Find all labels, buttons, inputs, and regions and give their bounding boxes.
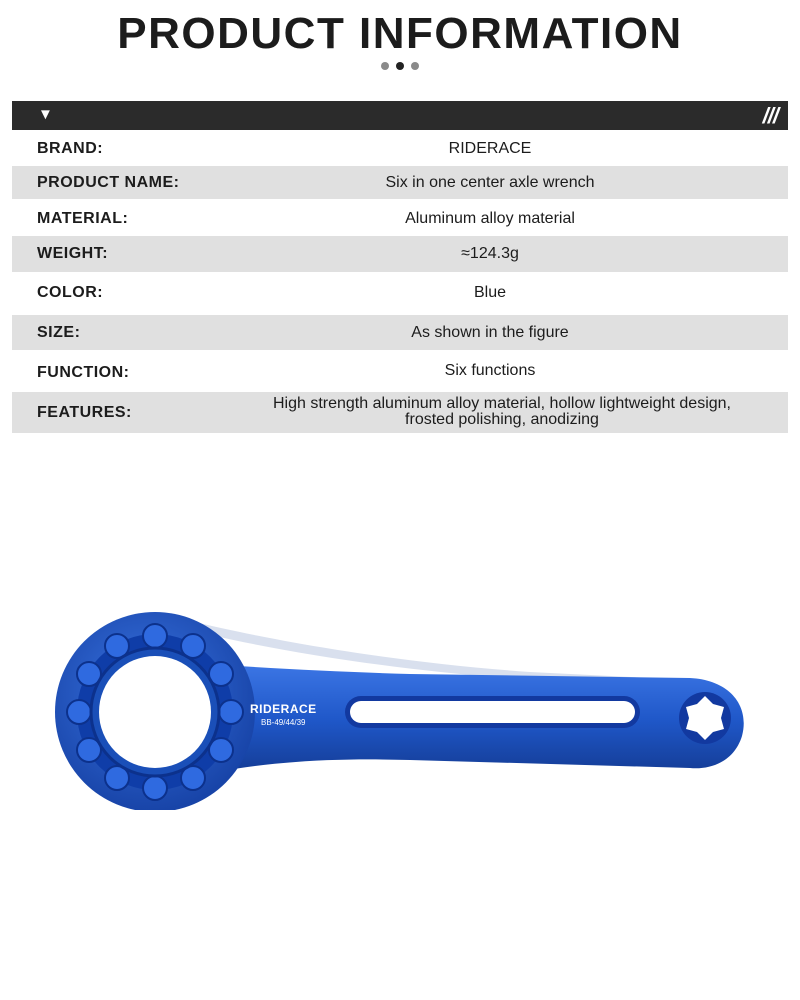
spec-value: As shown in the figure	[411, 323, 569, 341]
wrench-model-mark: BB-49/44/39	[261, 718, 306, 727]
spec-label: FEATURES:	[37, 403, 132, 421]
spec-value-line: High strength aluminum alloy material, hollow lightweight design,	[272, 394, 731, 412]
triangle-down-icon: ▼	[38, 106, 53, 123]
page-title: PRODUCT INFORMATION	[117, 9, 683, 58]
slashes-decoration: ///	[762, 103, 778, 128]
carousel-dots	[0, 62, 800, 70]
spec-value: Six in one center axle wrench	[385, 173, 595, 191]
spec-row-features	[12, 392, 788, 433]
spec-value: RIDERACE	[448, 139, 532, 157]
spec-value: Blue	[473, 284, 507, 301]
spec-row-brand	[12, 132, 788, 165]
spec-value-multiline	[162, 396, 800, 428]
spec-label: PRODUCT NAME:	[37, 173, 180, 191]
spec-label: SIZE:	[37, 323, 81, 341]
wrench-star-socket	[679, 692, 731, 744]
spec-value-line: frosted polishing, anodizing	[405, 410, 599, 428]
spec-label: COLOR:	[37, 284, 104, 301]
wrench-product-image	[50, 610, 750, 810]
wrench-brand-mark: RIDERACE	[250, 702, 317, 716]
carousel-dot[interactable]	[381, 62, 389, 70]
spec-label: MATERIAL:	[37, 209, 129, 227]
spec-row-product-name	[12, 166, 788, 199]
spec-label: WEIGHT:	[37, 245, 109, 262]
spec-value: Aluminum alloy material	[405, 209, 575, 227]
spec-row-size	[12, 315, 788, 350]
spec-row-weight	[12, 236, 788, 272]
spec-row-function	[12, 354, 788, 392]
spec-label: BRAND:	[37, 139, 104, 157]
spec-row-color	[12, 274, 788, 312]
carousel-dot[interactable]	[411, 62, 419, 70]
spec-label: FUNCTION:	[37, 364, 130, 381]
carousel-dot-active[interactable]	[396, 62, 404, 70]
spec-row-material	[12, 201, 788, 236]
spec-header-bar	[12, 101, 788, 130]
spec-value: Six functions	[444, 362, 536, 379]
spec-value: ≈124.3g	[461, 245, 519, 262]
